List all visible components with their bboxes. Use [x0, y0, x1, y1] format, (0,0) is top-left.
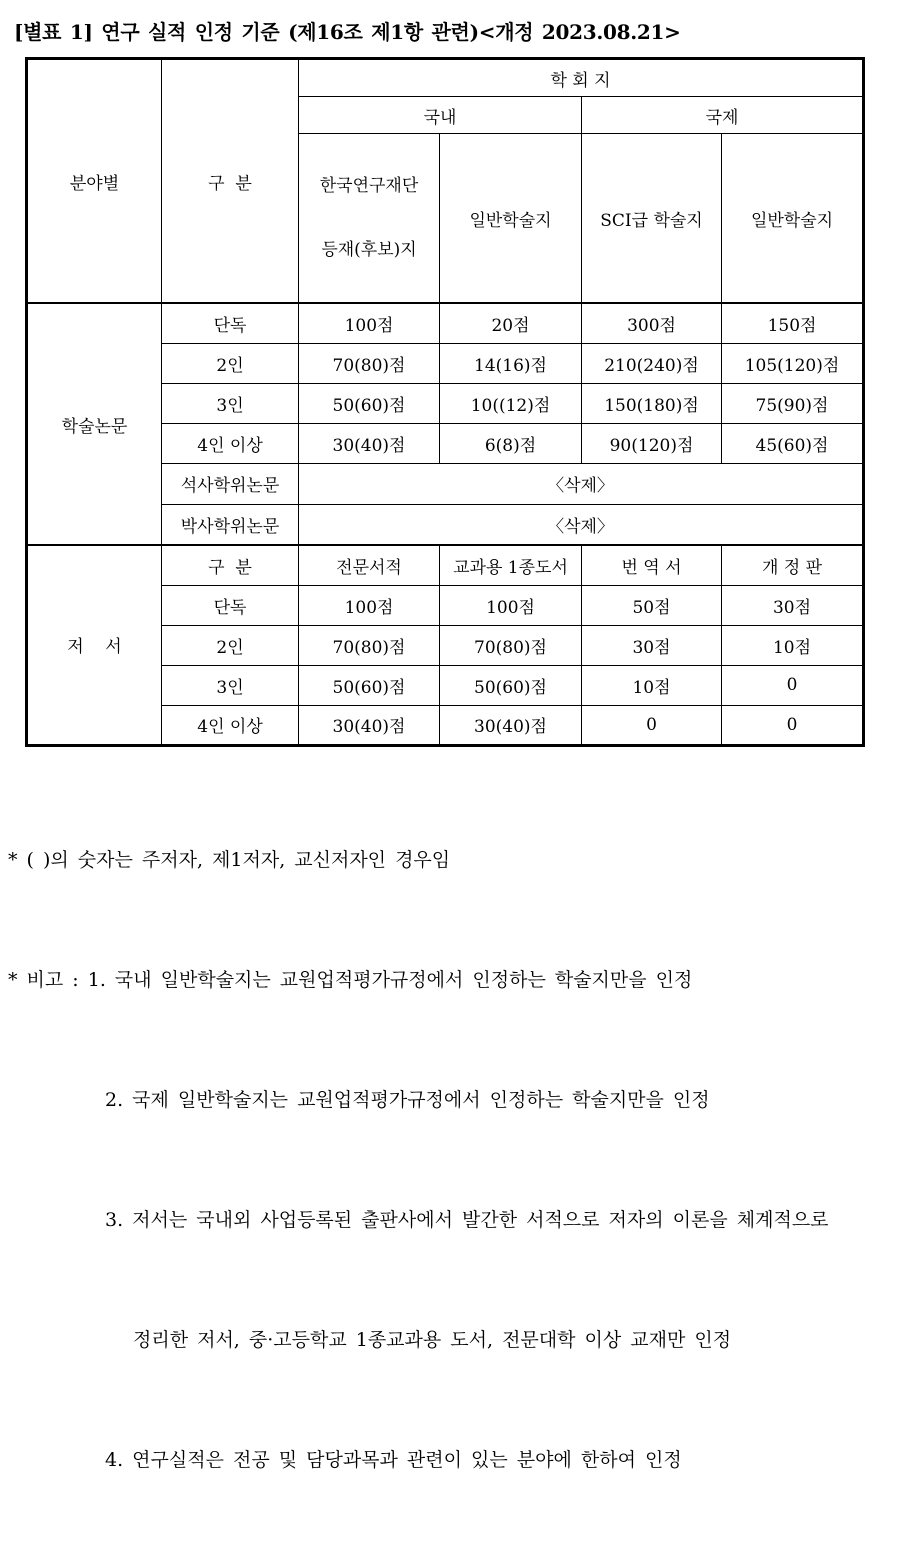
cell-value: 30점	[582, 625, 722, 665]
cell-value: 150(180)점	[582, 383, 722, 423]
book-subheader-col: 개 정 판	[722, 545, 864, 585]
table-row	[27, 545, 864, 585]
cell-value: 30(40)점	[299, 423, 440, 463]
cell-value: 100점	[299, 303, 440, 343]
row-gubun: 4인 이상	[162, 705, 299, 745]
row-gubun: 3인	[162, 383, 299, 423]
paper-section-label: 학술논문	[27, 303, 162, 545]
cell-value: 70(80)점	[299, 625, 440, 665]
header-col-krf	[299, 134, 440, 304]
cell-value: 70(80)점	[440, 625, 582, 665]
cell-deleted: 〈삭제〉	[299, 463, 864, 504]
header-field-label: 분야별	[27, 59, 162, 304]
cell-value: 70(80)점	[299, 343, 440, 383]
cell-value: 90(120)점	[582, 423, 722, 463]
cell-value: 150점	[722, 303, 864, 343]
book-section-label: 저 서	[27, 545, 162, 745]
cell-deleted: 〈삭제〉	[299, 504, 864, 545]
book-subheader-gubun: 구 분	[162, 545, 299, 585]
book-subheader-col: 전문서적	[299, 545, 440, 585]
cell-value: 14(16)점	[440, 343, 582, 383]
footnotes	[8, 760, 906, 1560]
criteria-table	[25, 57, 865, 747]
row-gubun: 3인	[162, 665, 299, 705]
header-col-krf-line1: 한국연구재단	[319, 176, 419, 196]
document-title: [별표 1] 연구 실적 인정 기준 (제16조 제1항 관련)<개정 2023.08.21>	[14, 20, 681, 44]
header-col-krf-line2: 등재(후보)지	[321, 240, 417, 260]
header-gubun-label: 구 분	[162, 59, 299, 304]
cell-value: 50(60)점	[440, 665, 582, 705]
footnote-line: * ( )의 숫자는 주저자, 제1저자, 교신저자인 경우임	[8, 848, 451, 871]
header-col-intl-general: 일반학술지	[722, 134, 864, 304]
table-row	[27, 303, 864, 343]
book-subheader-col: 교과용 1종도서	[440, 545, 582, 585]
header-society-label: 학 회 지	[299, 59, 864, 97]
row-gubun: 박사학위논문	[162, 504, 299, 545]
cell-value: 50점	[582, 585, 722, 625]
header-col-domestic-general: 일반학술지	[440, 134, 582, 304]
cell-value: 30(40)점	[299, 705, 440, 745]
row-gubun: 단독	[162, 303, 299, 343]
cell-value: 0	[722, 705, 864, 745]
cell-value: 0	[722, 665, 864, 705]
cell-value: 10((12)점	[440, 383, 582, 423]
footnote-line: 3. 저서는 국내외 사업등록된 출판사에서 발간한 서적으로 저자의 이론을 체계적으로	[105, 1208, 829, 1231]
cell-value: 30(40)점	[440, 705, 582, 745]
row-gubun: 2인	[162, 343, 299, 383]
cell-value: 100점	[440, 585, 582, 625]
cell-value: 300점	[582, 303, 722, 343]
cell-value: 20점	[440, 303, 582, 343]
footnote-line: 2. 국제 일반학술지는 교원업적평가규정에서 인정하는 학술지만을 인정	[105, 1088, 710, 1111]
footnote-line: 4. 연구실적은 전공 및 담당과목과 관련이 있는 분야에 한하여 인정	[105, 1448, 682, 1471]
cell-value: 30점	[722, 585, 864, 625]
cell-value: 210(240)점	[582, 343, 722, 383]
book-subheader-col: 번 역 서	[582, 545, 722, 585]
cell-value: 10점	[722, 625, 864, 665]
cell-value: 50(60)점	[299, 665, 440, 705]
row-gubun: 4인 이상	[162, 423, 299, 463]
cell-value: 10점	[582, 665, 722, 705]
cell-value: 75(90)점	[722, 383, 864, 423]
row-gubun: 2인	[162, 625, 299, 665]
header-international-label: 국제	[582, 97, 864, 134]
row-gubun: 석사학위논문	[162, 463, 299, 504]
row-gubun: 단독	[162, 585, 299, 625]
cell-value: 45(60)점	[722, 423, 864, 463]
cell-value: 6(8)점	[440, 423, 582, 463]
cell-value: 100점	[299, 585, 440, 625]
cell-value: 105(120)점	[722, 343, 864, 383]
footnote-line: 정리한 저서, 중·고등학교 1종교과용 도서, 전문대학 이상 교재만 인정	[133, 1328, 732, 1351]
header-domestic-label: 국내	[299, 97, 582, 134]
footnote-line: * 비고 : 1. 국내 일반학술지는 교원업적평가규정에서 인정하는 학술지만을 인정	[8, 968, 693, 991]
cell-value: 50(60)점	[299, 383, 440, 423]
header-col-sci: SCI급 학술지	[582, 134, 722, 304]
cell-value: 0	[582, 705, 722, 745]
